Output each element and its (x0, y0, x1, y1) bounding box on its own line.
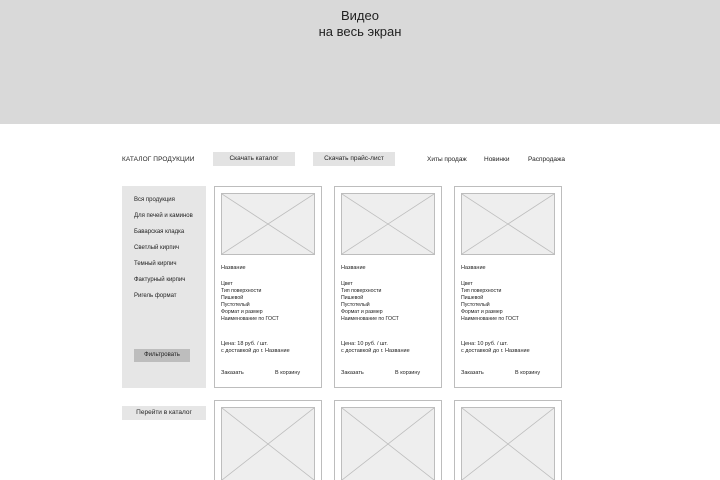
filter-button[interactable]: Фильтровать (134, 349, 190, 362)
product-image-placeholder-icon (341, 407, 435, 480)
download-price-list-button[interactable]: Скачать прайс-лист (313, 152, 395, 166)
spec-gost-name: Наименование по ГОСТ (461, 316, 519, 322)
hero-caption (0, 8, 720, 40)
sidebar-item-bavarian-masonry[interactable]: Баварская кладка (134, 229, 185, 235)
product-name: Название (221, 265, 246, 271)
category-sidebar (122, 186, 206, 388)
product-specs (341, 281, 399, 323)
spec-format-size: Формат и размер (461, 309, 503, 315)
spec-hollow: Пустотелый (221, 302, 250, 308)
delivery-line: с доставкой до г. Название (221, 348, 290, 354)
add-to-cart-button[interactable]: В корзину (395, 370, 421, 376)
sidebar-item-textured-brick[interactable]: Фактурный кирпич (134, 277, 186, 283)
spec-gost-name: Наименование по ГОСТ (341, 316, 399, 322)
product-card[interactable] (214, 186, 322, 388)
hero-caption-line1: Видео (341, 8, 379, 23)
hero-video-placeholder (0, 0, 720, 124)
spec-surface: Тип поверхности (461, 288, 502, 294)
product-price (221, 341, 290, 355)
download-catalog-button[interactable]: Скачать каталог (213, 152, 295, 166)
price-line: Цена: 18 руб. / шт. (221, 341, 268, 347)
price-line: Цена: 10 руб. / шт. (461, 341, 508, 347)
spec-surface: Тип поверхности (221, 288, 262, 294)
product-card[interactable] (214, 400, 322, 480)
product-specs (461, 281, 519, 323)
spec-color: Цвет (461, 281, 473, 287)
product-name: Название (461, 265, 486, 271)
spec-solid: Пишевой (461, 295, 484, 301)
sidebar-item-riegel-format[interactable]: Ригель формат (134, 293, 177, 299)
product-card[interactable] (454, 186, 562, 388)
order-button[interactable]: Заказать (341, 370, 364, 376)
order-button[interactable]: Заказать (461, 370, 484, 376)
spec-format-size: Формат и размер (341, 309, 383, 315)
add-to-cart-button[interactable]: В корзину (515, 370, 541, 376)
hero-caption-line2: на весь экран (318, 24, 402, 39)
spec-format-size: Формат и размер (221, 309, 263, 315)
spec-surface: Тип поверхности (341, 288, 382, 294)
order-button[interactable]: Заказать (221, 370, 244, 376)
add-to-cart-button[interactable]: В корзину (275, 370, 301, 376)
product-name: Название (341, 265, 366, 271)
product-price (461, 341, 530, 355)
sidebar-item-all-products[interactable]: Вся продукция (134, 197, 175, 203)
nav-link-bestsellers[interactable]: Хиты продаж (427, 156, 467, 163)
delivery-line: с доставкой до г. Название (461, 348, 530, 354)
product-image-placeholder-icon (221, 407, 315, 480)
spec-solid: Пишевой (221, 295, 244, 301)
spec-solid: Пишевой (341, 295, 364, 301)
spec-hollow: Пустотелый (461, 302, 490, 308)
delivery-line: с доставкой до г. Название (341, 348, 410, 354)
nav-link-sale[interactable]: Распродажа (528, 156, 565, 163)
catalog-title: КАТАЛОГ ПРОДУКЦИИ (122, 156, 195, 163)
product-card[interactable] (454, 400, 562, 480)
spec-gost-name: Наименование по ГОСТ (221, 316, 279, 322)
product-card[interactable] (334, 186, 442, 388)
product-price (341, 341, 410, 355)
sidebar-item-light-brick[interactable]: Светлый кирпич (134, 245, 180, 251)
product-image-placeholder-icon (461, 407, 555, 480)
catalog-toolbar (0, 152, 720, 168)
spec-hollow: Пустотелый (341, 302, 370, 308)
go-to-catalog-button[interactable]: Перейти в каталог (122, 406, 206, 420)
sidebar-item-stoves-fireplaces[interactable]: Для печей и каминов (134, 213, 193, 219)
product-image-placeholder-icon (461, 193, 555, 255)
spec-color: Цвет (221, 281, 233, 287)
nav-link-new[interactable]: Новинки (484, 156, 510, 163)
product-image-placeholder-icon (341, 193, 435, 255)
price-line: Цена: 10 руб. / шт. (341, 341, 388, 347)
product-specs (221, 281, 279, 323)
spec-color: Цвет (341, 281, 353, 287)
product-image-placeholder-icon (221, 193, 315, 255)
sidebar-item-dark-brick[interactable]: Темный кирпич (134, 261, 177, 267)
product-card[interactable] (334, 400, 442, 480)
